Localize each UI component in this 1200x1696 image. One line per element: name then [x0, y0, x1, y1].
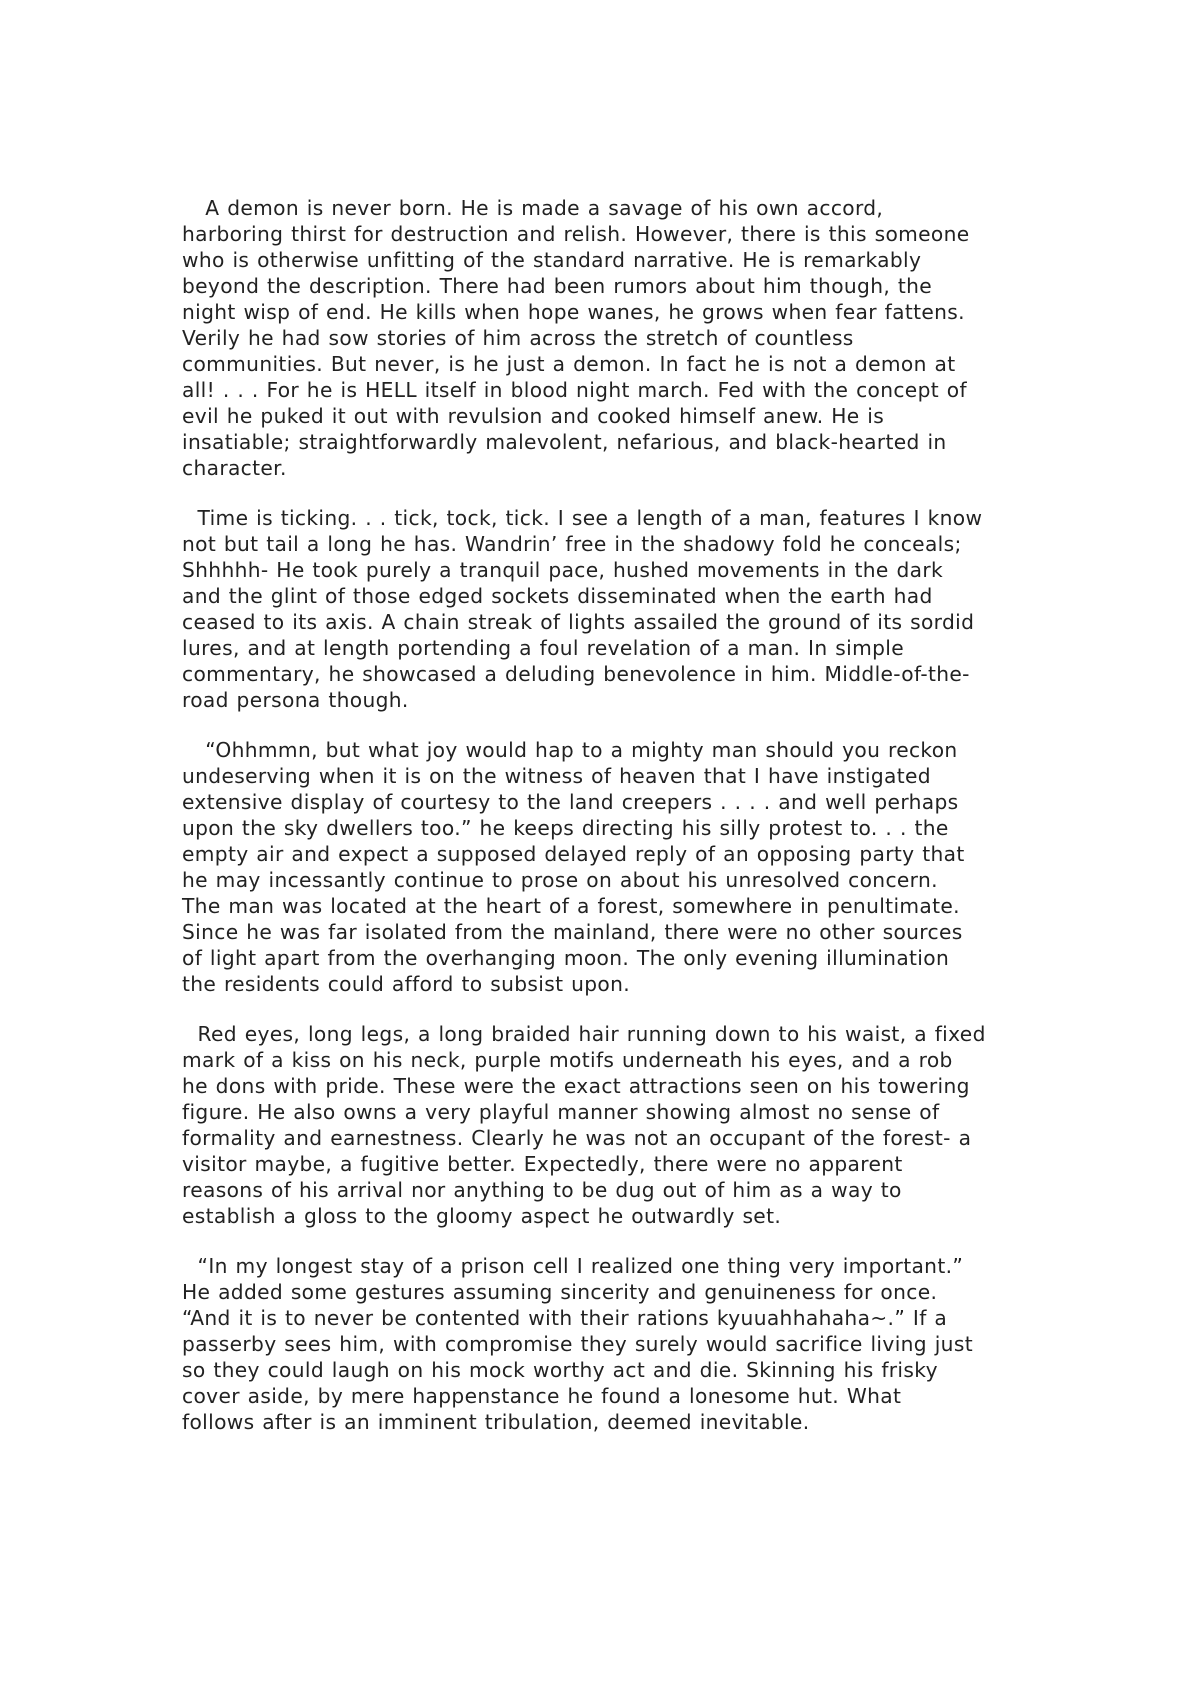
paragraph-2 — [182, 505, 1062, 713]
text-line: establish a gloss to the gloomy aspect he outwardly set. — [182, 1204, 782, 1228]
text-line: passerby sees him, with compromise they surely would sacrifice living just — [182, 1332, 973, 1356]
text-line: ceased to its axis. A chain streak of lights assailed the ground of its sordid — [182, 610, 975, 634]
text-line: reasons of his arrival nor anything to be dug out of him as a way to — [182, 1178, 902, 1202]
text-line: The man was located at the heart of a forest, somewhere in penultimate. — [182, 894, 960, 918]
text-line: visitor maybe, a fugitive better. Expectedly, there were no apparent — [182, 1152, 903, 1176]
text-line: who is otherwise unfitting of the standard narrative. He is remarkably — [182, 248, 922, 272]
text-line: he dons with pride. These were the exact attractions seen on his towering — [182, 1074, 970, 1098]
text-line: lures, and at length portending a foul revelation of a man. In simple — [182, 636, 904, 660]
paragraph-1 — [182, 195, 1062, 481]
text-line: he may incessantly continue to prose on about his unresolved concern. — [182, 868, 938, 892]
text-line: formality and earnestness. Clearly he was not an occupant of the forest- a — [182, 1126, 972, 1150]
text-line: empty air and expect a supposed delayed reply of an opposing party that — [182, 842, 965, 866]
text-line: evil he puked it out with revulsion and cooked himself anew. He is — [182, 404, 885, 428]
paragraph-3 — [182, 737, 1062, 997]
text-line: of light apart from the overhanging moon. The only evening illumination — [182, 946, 950, 970]
text-line: undeserving when it is on the witness of heaven that I have instigated — [182, 764, 931, 788]
text-line: harboring thirst for destruction and relish. However, there is this someone — [182, 222, 970, 246]
text-line: mark of a kiss on his neck, purple motifs underneath his eyes, and a rob — [182, 1048, 953, 1072]
text-line: upon the sky dwellers too.” he keeps directing his silly protest to. . . the — [182, 816, 949, 840]
text-line: Verily he had sow stories of him across the stretch of countless — [182, 326, 854, 350]
body-text — [182, 195, 1062, 1459]
paragraph-5 — [182, 1253, 1062, 1435]
text-line: He added some gestures assuming sincerity and genuineness for once. — [182, 1280, 938, 1304]
text-line: Time is ticking. . . tick, tock, tick. I see a length of a man, features I know — [182, 506, 983, 530]
text-line: extensive display of courtesy to the land creepers . . . . and well perhaps — [182, 790, 959, 814]
text-line: “Ohhmmn, but what joy would hap to a mighty man should you reckon — [182, 738, 958, 762]
text-line: and the glint of those edged sockets disseminated when the earth had — [182, 584, 933, 608]
text-line: road persona though. — [182, 688, 409, 712]
text-line: Since he was far isolated from the mainland, there were no other sources — [182, 920, 963, 944]
text-line: figure. He also owns a very playful manner showing almost no sense of — [182, 1100, 940, 1124]
text-line: “In my longest stay of a prison cell I realized one thing very important.” — [182, 1254, 964, 1278]
text-line: follows after is an imminent tribulation, deemed inevitable. — [182, 1410, 810, 1434]
text-line: character. — [182, 456, 287, 480]
text-line: Shhhhh- He took purely a tranquil pace, hushed movements in the dark — [182, 558, 944, 582]
text-line: communities. But never, is he just a demon. In fact he is not a demon at — [182, 352, 956, 376]
text-line: not but tail a long he has. Wandrin’ free in the shadowy fold he conceals; — [182, 532, 962, 556]
text-line: commentary, he showcased a deluding benevolence in him. Middle-of-the- — [182, 662, 970, 686]
text-line: Red eyes, long legs, a long braided hair running down to his waist, a fixed — [182, 1022, 986, 1046]
text-line: beyond the description. There had been rumors about him though, the — [182, 274, 933, 298]
text-line: all! . . . For he is HELL itself in blood night march. Fed with the concept of — [182, 378, 967, 402]
text-line: insatiable; straightforwardly malevolent, nefarious, and black-hearted in — [182, 430, 947, 454]
paragraph-4 — [182, 1021, 1062, 1229]
text-line: so they could laugh on his mock worthy act and die. Skinning his frisky — [182, 1358, 938, 1382]
text-line: A demon is never born. He is made a savage of his own accord, — [182, 196, 884, 220]
text-line: cover aside, by mere happenstance he found a lonesome hut. What — [182, 1384, 902, 1408]
text-line: night wisp of end. He kills when hope wanes, he grows when fear fattens. — [182, 300, 965, 324]
text-line: the residents could afford to subsist upon. — [182, 972, 631, 996]
text-line: “And it is to never be contented with their rations kyuuahhahaha~.” If a — [182, 1306, 948, 1330]
